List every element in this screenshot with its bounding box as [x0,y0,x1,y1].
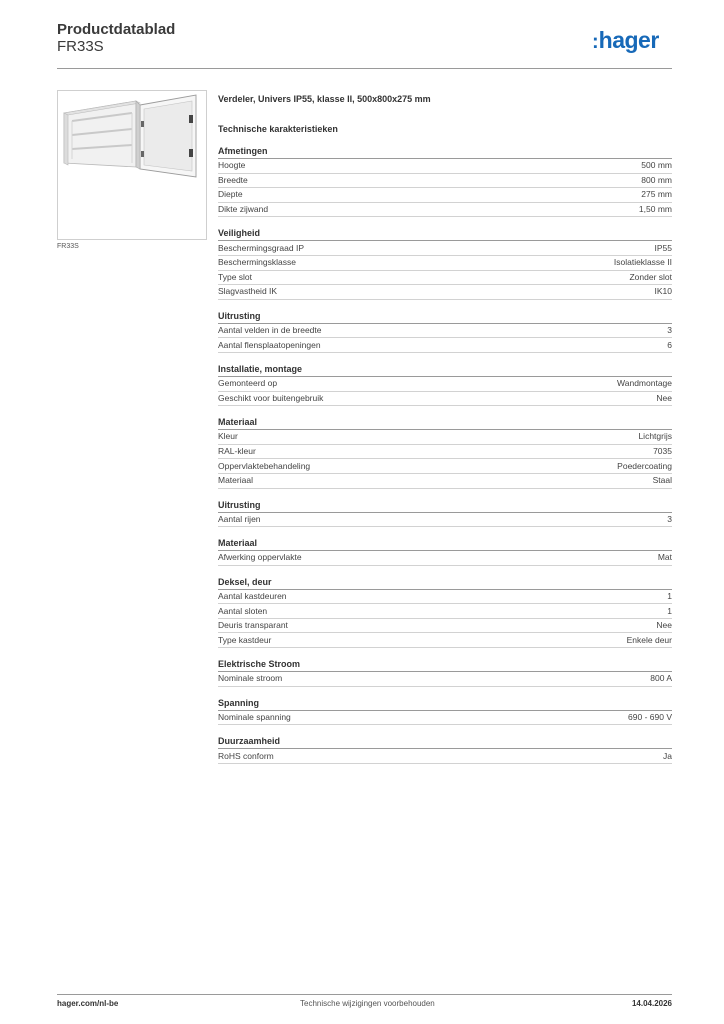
hager-logo [592,28,659,54]
spec-row [218,445,672,460]
footer-website[interactable]: hager.com/nl-be [57,999,119,1008]
spec-label: Nominale spanning [218,711,291,722]
spec-sections [218,144,672,764]
spec-value: Zonder slot [629,271,672,282]
logo-dots: : [592,31,598,53]
spec-section [218,309,672,353]
spec-content [218,92,672,773]
spec-section [218,144,672,217]
logo-text: hager [598,27,659,53]
spec-label: Oppervlaktebehandeling [218,460,311,471]
spec-section [218,734,672,764]
section-title: Spanning [218,696,672,711]
spec-value: IK10 [654,286,672,297]
spec-value: Isolatieklasse II [613,257,672,268]
spec-row [218,430,672,445]
spec-row [218,159,672,174]
enclosure-illustration [58,91,206,239]
image-caption: FR33S [57,243,79,250]
spec-row [218,619,672,634]
tech-heading: Technische karakteristieken [218,124,338,134]
spec-row [218,188,672,203]
spec-label: Beschermingsgraad IP [218,242,304,253]
spec-label: Aantal velden in de breedte [218,325,322,336]
spec-value: 800 mm [641,174,672,185]
section-title: Materiaal [218,415,672,430]
spec-row [218,551,672,566]
spec-row [218,271,672,286]
footer-date: 14.04.2026 [631,999,672,1008]
product-image [57,90,207,240]
spec-row [218,174,672,189]
spec-value: 1,50 mm [638,204,672,215]
spec-label: Breedte [218,174,248,185]
spec-value: 1 [667,605,672,616]
section-title: Uitrusting [218,309,672,324]
spec-value: Enkele deur [626,634,672,645]
spec-label: Materiaal [218,475,253,486]
spec-label: Kleur [218,431,238,442]
spec-section [218,415,672,488]
spec-row [218,633,672,648]
spec-row [218,392,672,407]
spec-value: Poedercoating [617,460,672,471]
spec-label: Diepte [218,189,243,200]
spec-row [218,590,672,605]
spec-value: Staal [652,475,672,486]
spec-row [218,285,672,300]
section-title: Afmetingen [218,144,672,159]
spec-label: Beschermingsklasse [218,257,296,268]
spec-label: Deuris transparant [218,620,288,631]
spec-row [218,604,672,619]
spec-label: Aantal rijen [218,513,261,524]
section-title: Installatie, montage [218,362,672,377]
spec-value: 3 [667,325,672,336]
spec-row [218,513,672,528]
section-title: Duurzaamheid [218,734,672,749]
spec-row [218,203,672,218]
spec-label: Type kastdeur [218,634,272,645]
spec-value: Nee [656,620,672,631]
spec-value: Nee [656,392,672,403]
spec-row [218,459,672,474]
spec-row [218,256,672,271]
spec-section [218,696,672,726]
spec-label: Gemonteerd op [218,378,278,389]
spec-row [218,324,672,339]
spec-value: Ja [663,750,672,761]
spec-section [218,498,672,528]
spec-value: 7035 [653,446,672,457]
footer-divider [57,994,672,995]
spec-label: Hoogte [218,160,246,171]
section-title: Materiaal [218,536,672,551]
spec-row [218,711,672,726]
spec-section [218,226,672,299]
spec-row [218,241,672,256]
spec-row [218,338,672,353]
spec-value: IP55 [654,242,672,253]
spec-label: RoHS conform [218,750,274,761]
spec-label: Aantal sloten [218,605,268,616]
spec-row [218,474,672,489]
spec-label: Nominale stroom [218,673,283,684]
spec-section [218,536,672,566]
spec-value: 800 A [650,673,672,684]
section-title: Elektrische Stroom [218,657,672,672]
section-title: Uitrusting [218,498,672,513]
spec-value: 3 [667,513,672,524]
page-title: Productdatablad [57,21,176,38]
spec-label: Geschikt voor buitengebruik [218,392,324,403]
header-divider [57,68,672,69]
spec-label: Afwerking oppervlakte [218,552,302,563]
spec-label: Aantal flensplaatopeningen [218,339,321,350]
spec-value: 690 - 690 V [628,711,672,722]
spec-row [218,377,672,392]
spec-section [218,575,672,648]
section-title: Veiligheid [218,226,672,241]
spec-value: 275 mm [641,189,672,200]
spec-section [218,362,672,406]
spec-value: Mat [657,552,672,563]
spec-value: 500 mm [641,160,672,171]
spec-label: Aantal kastdeuren [218,590,287,601]
product-code: FR33S [57,38,104,55]
spec-section [218,657,672,687]
spec-label: Slagvastheid IK [218,286,278,297]
product-description: Verdeler, Univers IP55, klasse II, 500x800x275 mm [218,94,431,104]
spec-value: 1 [667,590,672,601]
spec-row [218,749,672,764]
spec-label: Type slot [218,271,253,282]
spec-label: Dikte zijwand [218,204,269,215]
footer-notice: Technische wijzigingen voorbehouden [300,999,435,1008]
spec-value: Lichtgrijs [638,431,672,442]
section-title: Deksel, deur [218,575,672,590]
spec-row [218,672,672,687]
spec-label: RAL-kleur [218,446,256,457]
spec-value: 6 [667,339,672,350]
spec-value: Wandmontage [617,378,672,389]
